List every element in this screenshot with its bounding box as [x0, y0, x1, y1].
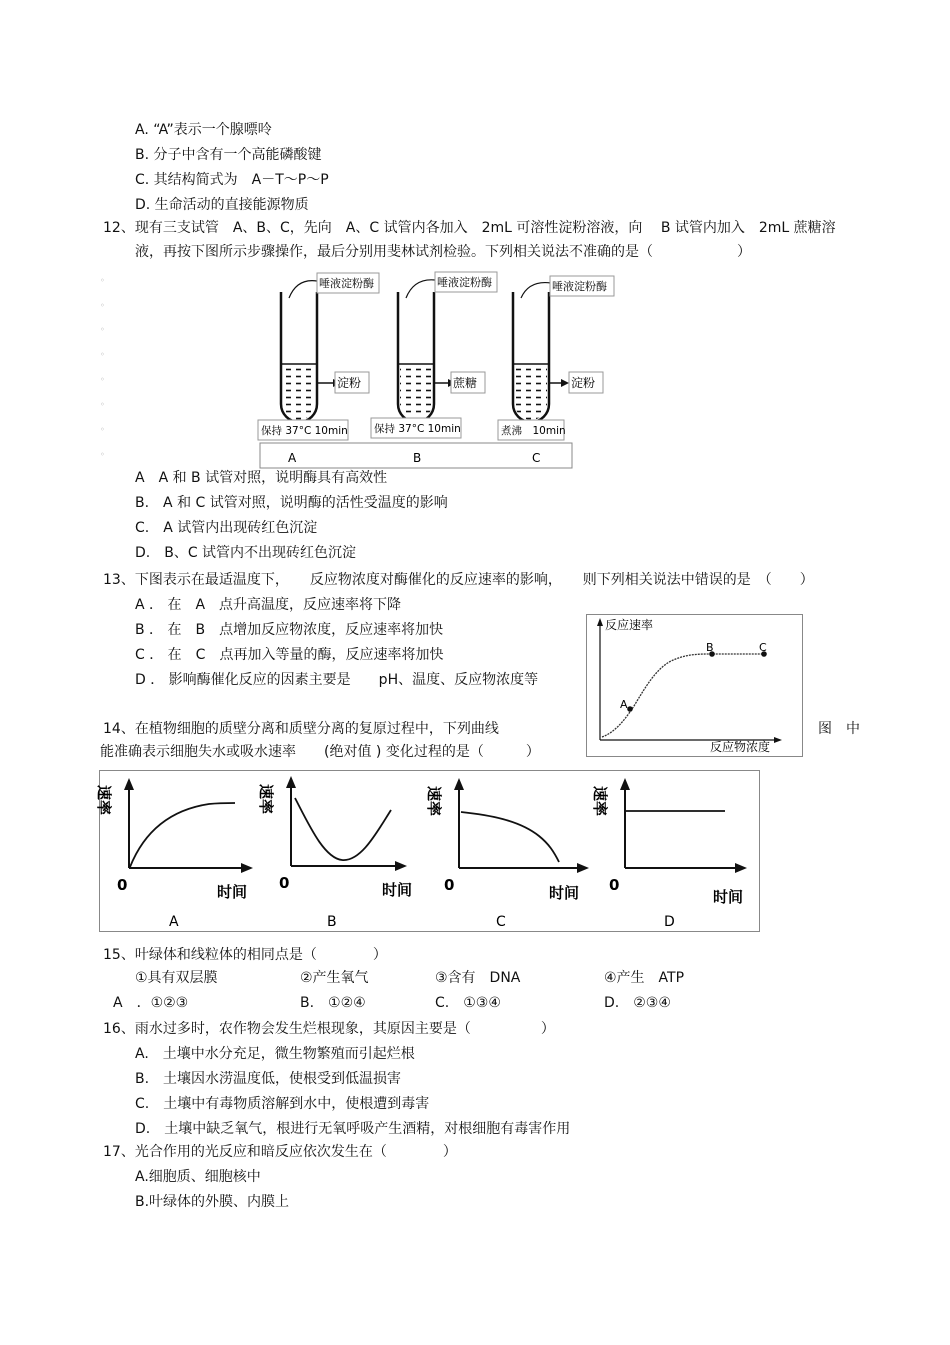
q13-point-c-label: C	[759, 641, 767, 654]
q14-stem-line2: 能准确表示细胞失水或吸水速率 (绝对值 ) 变化过程的是（ ）	[100, 744, 540, 760]
tube-a-condition-label: 保持 37°C 10min	[261, 425, 348, 437]
q17-stem: 17、光合作用的光反应和暗反应依次发生在（ ）	[103, 1144, 457, 1160]
q14-b-ylabel: 速率	[257, 784, 275, 815]
tube-b-letter: B	[413, 451, 422, 465]
q15-option-b: B. ①②④	[300, 995, 366, 1011]
margin-dot: ◦	[100, 425, 105, 434]
q17-option-a: A.细胞质、细胞核中	[135, 1169, 261, 1185]
q14-b-letter: B	[327, 914, 337, 930]
q14-d-origin: 0	[609, 876, 620, 894]
q11-option-c: C. 其结构简式为 A－T～P～P	[135, 172, 329, 188]
q12-option-d: D. B、C 试管内不出现砖红色沉淀	[135, 545, 357, 561]
q15-item-3: ③含有 DNA	[435, 970, 521, 986]
q14-graphs-figure	[95, 770, 760, 932]
margin-dot: ◦	[100, 276, 105, 285]
q14-a-ylabel: 速率	[95, 785, 113, 816]
q13-y-label: 反应速率	[605, 618, 654, 632]
q13-point-a	[627, 706, 633, 712]
q14-d-ylabel: 速率	[591, 786, 609, 817]
q15-option-c: C. ①③④	[435, 995, 501, 1011]
q11-option-b: B. 分子中含有一个高能磷酸键	[135, 147, 322, 163]
q11-option-a: A. “A”表示一个腺嘌呤	[135, 122, 272, 138]
q14-a-letter: A	[169, 914, 179, 930]
q13-x-label: 反应物浓度	[710, 740, 771, 754]
q12-option-c: C. A 试管内出现砖红色沉淀	[135, 520, 318, 536]
margin-dot: ◦	[100, 375, 105, 384]
tube-c-condition-label: 煮沸 10min	[501, 425, 566, 437]
q12-option-a: A A 和 B 试管对照，说明酶具有高效性	[135, 470, 388, 486]
q14-b-xlabel: 时间	[382, 881, 413, 899]
margin-dot: ◦	[100, 400, 105, 409]
test-tube-figure	[255, 268, 607, 472]
q17-option-b: B.叶绿体的外膜、内膜上	[135, 1194, 290, 1210]
q14-stem-line1: 14、在植物细胞的质壁分离和质壁分离的复原过程中，下列曲线	[103, 721, 499, 737]
q16-stem: 16、雨水过多时，农作物会发生烂根现象，其原因主要是（ ）	[103, 1021, 555, 1037]
q15-item-4: ④产生 ATP	[604, 970, 685, 986]
q14-c-xlabel: 时间	[549, 884, 580, 902]
q14-a-xlabel: 时间	[217, 883, 248, 901]
tube-b-enzyme-label: 唾液淀粉酶	[437, 276, 492, 289]
q13-option-b: B ． 在 B 点增加反应物浓度，反应速率将加快	[135, 622, 444, 638]
q13-rate-chart	[586, 614, 803, 757]
q11-option-d: D. 生命活动的直接能源物质	[135, 197, 309, 213]
margin-dot: ◦	[100, 350, 105, 359]
margin-dot: ◦	[100, 301, 105, 310]
margin-dot: ◦	[100, 450, 105, 459]
q13-point-b-label: B	[706, 641, 714, 654]
tube-a-letter: A	[288, 451, 297, 465]
q16-option-b: B. 土壤因水涝温度低，使根受到低温损害	[135, 1071, 402, 1087]
tube-b-condition-label: 保持 37°C 10min	[374, 423, 461, 435]
q15-option-a: A ．①②③	[113, 995, 189, 1011]
q14-b-origin: 0	[279, 874, 290, 892]
q15-item-1: ①具有双层膜	[135, 970, 218, 986]
q12-stem-line2: 液，再按下图所示步骤操作，最后分别用斐林试剂检验。下列相关说法不准确的是（ ）	[135, 244, 751, 260]
q13-option-d: D ． 影响酶催化反应的因素主要是 pH、温度、反应物浓度等	[135, 672, 539, 688]
tube-a	[258, 273, 379, 465]
q16-option-a: A. 土壤中水分充足，微生物繁殖而引起烂根	[135, 1046, 415, 1062]
q12-option-b: B. A 和 C 试管对照，说明酶的活性受温度的影响	[135, 495, 448, 511]
q14-a-origin: 0	[117, 876, 128, 894]
q13-point-a-label: A	[620, 698, 628, 711]
q14-c-letter: C	[496, 914, 506, 930]
q14-c-ylabel: 速率	[425, 786, 443, 817]
q14-stem-line1-right: 图 中	[818, 721, 860, 737]
q16-option-d: D. 土壤中缺乏氧气，根进行无氧呼吸产生酒精，对根细胞有毒害作用	[135, 1121, 571, 1137]
tube-a-enzyme-label: 唾液淀粉酶	[319, 277, 374, 290]
tube-c-enzyme-label: 唾液淀粉酶	[552, 280, 607, 293]
q13-option-c: C ． 在 C 点再加入等量的酶，反应速率将加快	[135, 647, 444, 663]
q16-option-c: C. 土壤中有毒物质溶解到水中，使根遭到毒害	[135, 1096, 430, 1112]
tube-b-substrate-label: 蔗糖	[453, 376, 478, 390]
q15-option-d: D. ②③④	[604, 995, 671, 1011]
tube-b	[371, 272, 497, 465]
q12-stem-line1: 12、现有三支试管 A、B、C，先向 A、C 试管内各加入 2mL 可溶性淀粉溶液，向 B 试管内加入 2mL 蔗糖溶	[103, 220, 836, 236]
margin-dot: ◦	[100, 325, 105, 334]
tube-c-substrate-label: 淀粉	[571, 376, 596, 390]
q15-stem: 15、叶绿体和线粒体的相同点是（ ）	[103, 947, 387, 963]
q13-option-a: A ． 在 A 点升高温度，反应速率将下降	[135, 597, 402, 613]
tube-c	[498, 276, 614, 465]
q14-d-letter: D	[664, 914, 675, 930]
tube-a-substrate-label: 淀粉	[337, 376, 362, 390]
q13-stem: 13、下图表示在最适温度下， 反应物浓度对酶催化的反应速率的影响， 则下列相关说法中错误的是 （ ）	[103, 572, 814, 588]
q15-item-2: ②产生氧气	[300, 970, 369, 986]
q14-c-origin: 0	[444, 876, 455, 894]
tube-c-letter: C	[532, 451, 541, 465]
q14-d-xlabel: 时间	[713, 888, 744, 906]
